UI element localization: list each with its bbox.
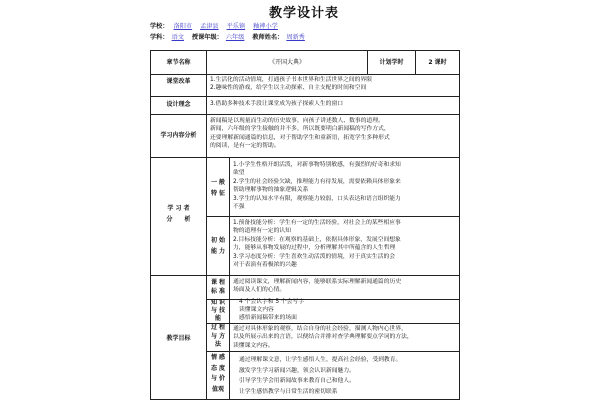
goal-line: 4 个会认字和 5 个会写字 (239, 299, 305, 305)
general-traits-label: 一 般 特 征 (210, 179, 226, 197)
class-info-line (150, 32, 311, 41)
goal-row-text (233, 278, 401, 295)
goal-line: 读懂课文内容。 (233, 342, 274, 349)
initial-line: 1.预备技能分析：学生有一定的生活经验，对社会上的某些相应事 (233, 220, 401, 226)
content-line: 新闻，六年级的学生接触的并不多，所以既要明白新闻稿的写作方式， (210, 126, 390, 133)
concept-label: 设计理念 (166, 101, 191, 108)
school-value: 孟津县 (200, 23, 219, 30)
school-label: 学校： (150, 23, 169, 30)
initial-ability-text (233, 219, 401, 269)
general-line: 帮助理解事物的抽象逻辑关系 (233, 187, 309, 194)
content-text (210, 117, 390, 151)
reform-line: 2.趣味性的游戏，给学生以主动探索、自主支配的时间和空间 (210, 85, 367, 92)
initial-line: 2.目标技能分析：在观察的基础上，依据具体形象，发展空间想象 (233, 236, 401, 243)
chapter-value: 《开国大典》 (268, 59, 305, 66)
teacher-label: 教师姓名： (252, 34, 284, 41)
grade-value: 六年级 (225, 34, 245, 41)
subject-label: 学科： (150, 34, 169, 41)
content-line: 新闻稿是以现量而生动的历史故事，向孩子讲述数人、数事的道理。 (210, 118, 384, 124)
initial-line: 力，能够从事物发展的过程中，分析理解其中所蕴含的人生哲理 (233, 245, 396, 252)
school-value: 釉裨小学 (253, 23, 278, 30)
general-line: 1.小学生性格开朗活泼，对新事物特别敏感，有强烈的好奇和求知 (233, 162, 401, 168)
goal-line: 感悟新闻稿带来的场面 (239, 314, 297, 321)
design-table (150, 50, 460, 400)
goal-row-label: 情 感 态 度 与 价 值观 (210, 354, 226, 393)
goal-row-label: 课 程 标 准 (210, 279, 226, 295)
reform-label: 课堂改革 (166, 78, 191, 85)
goal-line: 通过阅读课文，理解新闻内容，能够联系实际理解新闻通篇的历史 (233, 279, 402, 285)
chapter-label: 章节名称 (166, 59, 191, 66)
goal-row-text (239, 299, 304, 322)
concept-text (210, 100, 343, 108)
goal-line: 让学生感悟教学与日常生活的密切联系 (239, 388, 338, 395)
goal-line: 引导学生学会用新闻故事来教育自己和他人。 (239, 378, 355, 384)
general-line: 3.学生的认知水平有限，观察能力较弱，口头表达和语言组织能力 (233, 195, 401, 202)
initial-ability-label: 初 始 能 力 (210, 237, 226, 255)
goal-line: 以及所展示出来的言语，以便结合并排对查学典理解要点学词的方法， (233, 334, 413, 341)
learner-label: 学 习 者 分 析 (166, 205, 191, 223)
grade-label: 授课年级： (191, 34, 223, 41)
initial-line: 对于表演有着极浓的兴趣 (233, 262, 297, 269)
general-line: 2.学生的社会经验欠缺，推理能力有待发展，需要依赖具体形象来 (233, 178, 401, 185)
goal-row-text (239, 355, 401, 397)
goal-line: 通过对具体形象的观察，结合自身的社会经验，描测人物内心世界， (233, 326, 407, 332)
goal-line: 读懂课文内容 (239, 306, 274, 313)
page-title: 教学设计表 (268, 6, 339, 21)
school-value: 洛阳市 (173, 23, 193, 30)
subject-value: 语文 (171, 34, 184, 41)
goal-label: 教学目标 (166, 335, 191, 342)
school-value: 平乐镇 (226, 23, 246, 30)
general-traits-text (233, 161, 401, 211)
content-line: 的阅读，是有一定的帮助。 (210, 143, 280, 150)
goal-line: 通过理解课文意，让学生感悟人生，提高社会经验，受到教育。 (239, 357, 402, 363)
goal-line: 场面及人们的心情。 (233, 287, 286, 294)
content-line: 还要理解新闻通篇的信息，对于帮助学生和童新语，拓宽学生多种形式 (210, 134, 390, 141)
goal-row-label: 过 程 与 方 法 (210, 324, 226, 348)
concept-line: 3.借助多种技术手段让课堂成为孩子探索人生的窗口 (210, 101, 344, 107)
teacher-value: 周新秀 (286, 34, 305, 41)
school-line (150, 21, 284, 30)
goal-line: 激发学生学习新闻兴趣，领会认识新闻魅力。 (239, 367, 355, 374)
initial-line: 3.学习态度分析：学生喜欢生动活泼的情境，对于真实生活的会 (233, 253, 396, 260)
hours-label: 计划学时 (379, 59, 404, 66)
initial-line: 物的道理有一定的认知 (233, 228, 291, 235)
lesson-design-sheet (142, 0, 466, 400)
general-line: 不强 (233, 204, 245, 211)
hours-value: 2 课时 (428, 59, 447, 66)
reform-line: 1.生活化的活动情境，打通孩子书本世界和生活世界之间的界限 (210, 77, 373, 83)
goal-row-label: 知 识 与 技 能 (210, 299, 226, 322)
reform-text (210, 76, 372, 93)
goal-row-text (233, 325, 413, 350)
content-label: 学习内容分析 (160, 132, 197, 139)
general-line: 欲望 (233, 170, 245, 177)
